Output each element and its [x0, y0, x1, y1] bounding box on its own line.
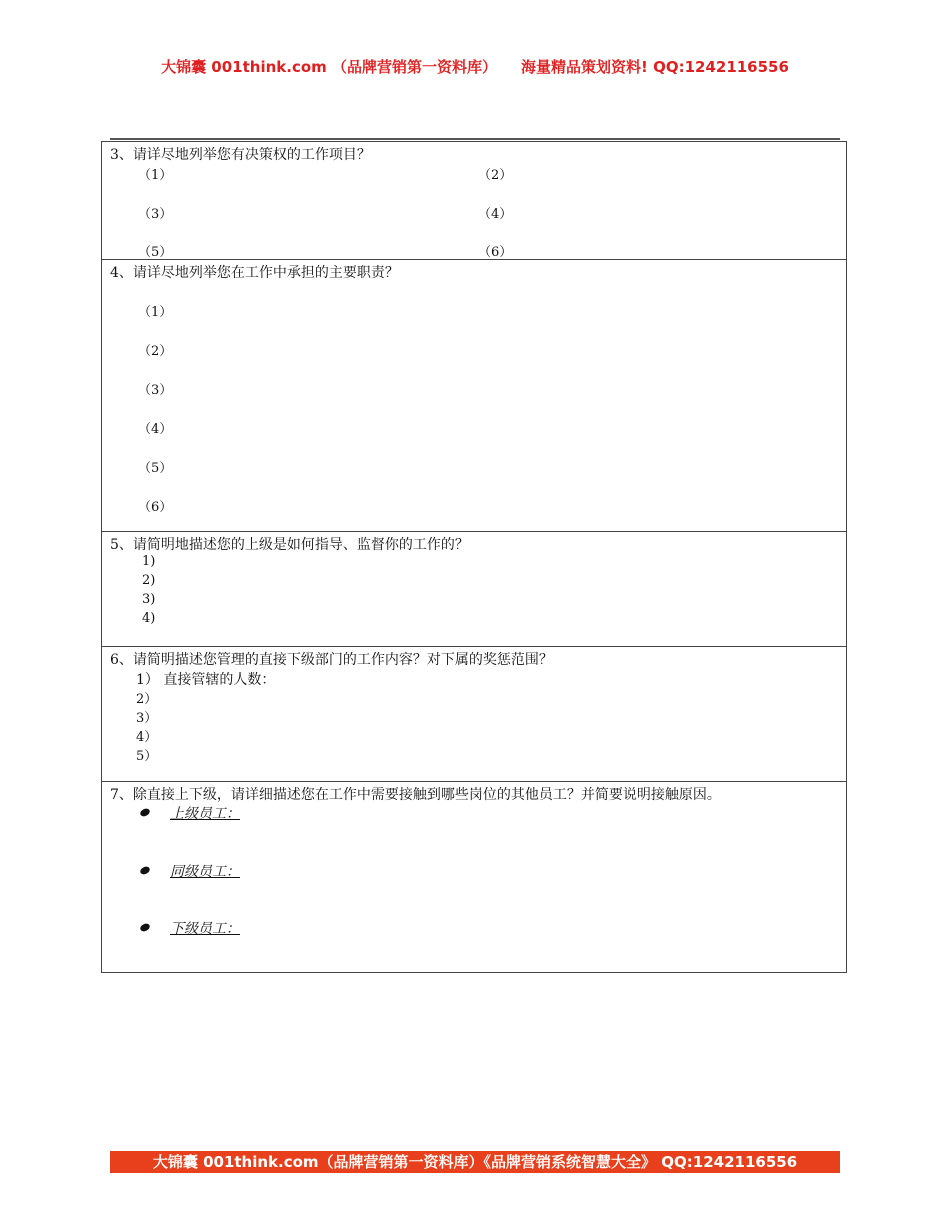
q6-item-1: 1） 直接管辖的人数： [136, 672, 276, 688]
page-footer-banner [110, 1151, 840, 1173]
q7-superior-label: 上级员工： [170, 806, 240, 822]
q5-item-2: 2) [142, 573, 156, 588]
bullet-icon [139, 865, 151, 876]
questionnaire-form [101, 141, 847, 973]
q5-item-1: 1) [142, 554, 156, 569]
q3-item-1: （1） [138, 168, 173, 183]
question-6-section [102, 647, 846, 782]
q3-item-6: （6） [478, 245, 513, 260]
header-left-text: 大锦囊 001think.com （品牌营销第一资料库） [161, 58, 497, 76]
q3-item-3: （3） [138, 207, 173, 222]
header-right-text: 海量精品策划资料! QQ:1242116556 [521, 58, 789, 76]
q4-item-6: （6） [138, 500, 173, 515]
question-5-title: 5、请简明地描述您的上级是如何指导、监督你的工作的？ [110, 537, 469, 553]
question-3-title: 3、请详尽地列举您有决策权的工作项目？ [110, 147, 371, 163]
q4-item-4: （4） [138, 422, 173, 437]
q7-peer-label: 同级员工： [170, 864, 240, 880]
q6-item-2: 2） [136, 692, 158, 707]
q7-subordinate-label: 下级员工： [170, 921, 240, 937]
q6-item-4: 4） [136, 730, 158, 745]
q4-item-3: （3） [138, 383, 173, 398]
q3-item-2: （2） [478, 168, 513, 183]
q6-item-3: 3） [136, 711, 158, 726]
bullet-icon [139, 922, 151, 933]
q4-item-2: （2） [138, 344, 173, 359]
q6-item-5: 5） [136, 749, 158, 764]
page-header [0, 56, 950, 77]
question-4-section [102, 260, 846, 532]
q3-item-5: （5） [138, 245, 173, 260]
bullet-icon [139, 807, 151, 818]
q4-item-5: （5） [138, 461, 173, 476]
question-7-section [102, 782, 846, 972]
q4-item-1: （1） [138, 305, 173, 320]
q5-item-4: 4) [142, 611, 156, 626]
question-5-section [102, 532, 846, 647]
q5-item-3: 3) [142, 592, 156, 607]
question-3-section [102, 142, 846, 260]
footer-text: 大锦囊 001think.com（品牌营销第一资料库）《品牌营销系统智慧大全》 QQ:1242116556 [152, 1153, 798, 1171]
top-divider [110, 138, 840, 140]
q3-item-4: （4） [478, 207, 513, 222]
question-6-title: 6、请简明描述您管理的直接下级部门的工作内容？对下属的奖惩范围？ [110, 652, 553, 668]
question-7-title: 7、除直接上下级，请详细描述您在工作中需要接触到哪些岗位的其他员工？并简要说明接触原因。 [110, 787, 721, 803]
question-4-title: 4、请详尽地列举您在工作中承担的主要职责？ [110, 265, 399, 281]
